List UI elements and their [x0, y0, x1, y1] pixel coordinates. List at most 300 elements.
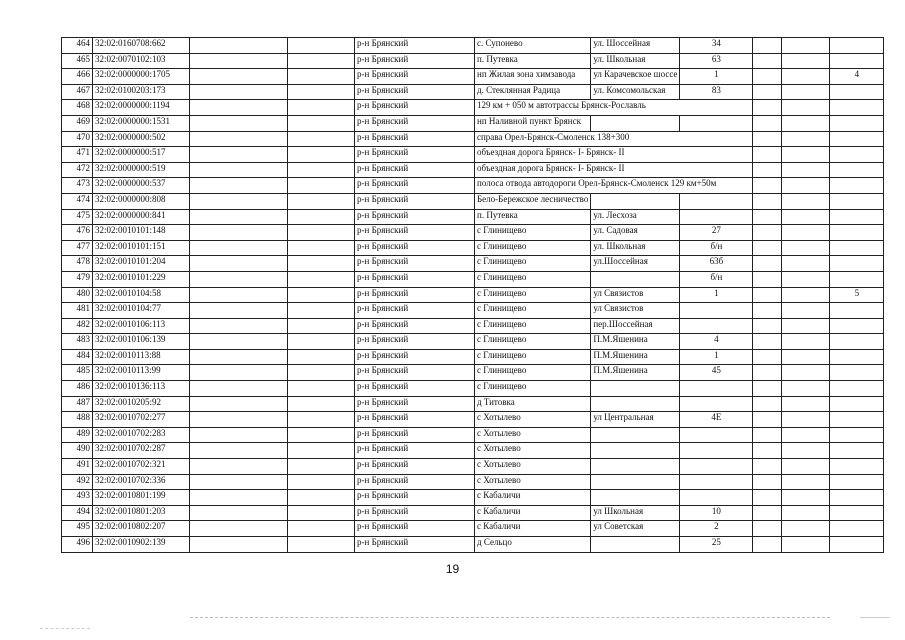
cell-col-11: [830, 334, 884, 350]
cell-col-9: [753, 287, 782, 303]
cell-col-9: [753, 474, 782, 490]
cell-street: [591, 381, 680, 397]
cell-col-11: [830, 225, 884, 241]
table-row: [62, 505, 884, 521]
cell-settlement: Бело-Бережское лесничество: [475, 193, 591, 209]
cell-col-9: [753, 53, 782, 69]
cell-settlement: с Глинищево: [475, 349, 591, 365]
cell-settlement: с Глинищево: [475, 271, 591, 287]
cell-col-9: [753, 381, 782, 397]
cell-col-4: [288, 412, 355, 428]
cell-district: р-н Брянский: [355, 131, 475, 147]
cell-col-10: [782, 427, 830, 443]
cell-house-number: [680, 381, 753, 397]
cell-street: [591, 427, 680, 443]
cell-district: р-н Брянский: [355, 178, 475, 194]
cell-col-4: [288, 537, 355, 553]
cell-col-9: [753, 69, 782, 85]
cell-house-number: [680, 193, 753, 209]
cell-col-3: [190, 365, 288, 381]
cell-col-4: [288, 53, 355, 69]
table-row: [62, 209, 884, 225]
page-number: 19: [445, 562, 460, 576]
cell-col-3: [190, 178, 288, 194]
cell-col-3: [190, 69, 288, 85]
table-row: [62, 490, 884, 506]
cell-col-4: [288, 225, 355, 241]
cell-district: р-н Брянский: [355, 303, 475, 319]
cell-row-number: 475: [62, 209, 93, 225]
cell-cadastral-number: 32:02:0010106:139: [93, 334, 190, 350]
cell-col-4: [288, 287, 355, 303]
cell-col-3: [190, 38, 288, 54]
cell-house-number: [680, 396, 753, 412]
table-row: [62, 521, 884, 537]
cell-settlement: с Глинищево: [475, 287, 591, 303]
cell-cadastral-number: 32:02:0010101:151: [93, 240, 190, 256]
cell-street: [591, 490, 680, 506]
cell-col-4: [288, 84, 355, 100]
cell-col-11: [830, 521, 884, 537]
cell-col-4: [288, 505, 355, 521]
cell-row-number: 492: [62, 474, 93, 490]
cell-district: р-н Брянский: [355, 225, 475, 241]
cell-col-11: [830, 505, 884, 521]
cell-col-10: [782, 147, 830, 163]
cell-row-number: 486: [62, 381, 93, 397]
table-row: [62, 271, 884, 287]
cell-street: ул Школьная: [591, 505, 680, 521]
cell-col-3: [190, 256, 288, 272]
cell-col-9: [753, 365, 782, 381]
cell-street: ул Связистов: [591, 303, 680, 319]
cell-cadastral-number: 32:02:0010902:139: [93, 537, 190, 553]
cell-district: р-н Брянский: [355, 115, 475, 131]
cell-col-10: [782, 53, 830, 69]
cell-house-number: 25: [680, 537, 753, 553]
cell-cadastral-number: 32:02:0010702:336: [93, 474, 190, 490]
cell-col-10: [782, 443, 830, 459]
cell-col-11: [830, 490, 884, 506]
cell-col-10: [782, 303, 830, 319]
cell-district: р-н Брянский: [355, 38, 475, 54]
cell-street: [591, 271, 680, 287]
cell-settlement: с Кабаличи: [475, 490, 591, 506]
cell-district: р-н Брянский: [355, 162, 475, 178]
cell-house-number: 83: [680, 84, 753, 100]
cell-col-10: [782, 459, 830, 475]
cell-col-10: [782, 365, 830, 381]
cell-cadastral-number: 32:02:0010106:113: [93, 318, 190, 334]
cell-col-4: [288, 303, 355, 319]
table-row: [62, 100, 884, 116]
cell-cadastral-number: 32:02:0070102:103: [93, 53, 190, 69]
cell-row-number: 479: [62, 271, 93, 287]
cell-col-10: [782, 69, 830, 85]
cell-house-number: [680, 427, 753, 443]
table-row: [62, 537, 884, 553]
cell-district: р-н Брянский: [355, 443, 475, 459]
cell-col-11: [830, 53, 884, 69]
cell-col-9: [753, 349, 782, 365]
cell-settlement: нп Жилая зона химзавода: [475, 69, 591, 85]
cell-col-10: [782, 318, 830, 334]
cell-district: р-н Брянский: [355, 287, 475, 303]
cell-street: ул. Лесхоза: [591, 209, 680, 225]
property-register-table: [61, 37, 884, 553]
cell-row-number: 467: [62, 84, 93, 100]
cell-col-3: [190, 131, 288, 147]
cell-settlement: объездная дорога Брянск- I- Брянск- II: [475, 162, 753, 178]
cell-house-number: 1: [680, 287, 753, 303]
cell-col-11: [830, 100, 884, 116]
cell-col-10: [782, 131, 830, 147]
cell-col-3: [190, 287, 288, 303]
cell-row-number: 490: [62, 443, 93, 459]
table-row: [62, 38, 884, 54]
cell-settlement: п. Путевка: [475, 209, 591, 225]
cell-col-9: [753, 84, 782, 100]
cell-row-number: 495: [62, 521, 93, 537]
cell-district: р-н Брянский: [355, 521, 475, 537]
cell-col-9: [753, 178, 782, 194]
cell-settlement: с Глинищево: [475, 381, 591, 397]
cell-col-3: [190, 427, 288, 443]
cell-cadastral-number: 32:02:0010101:229: [93, 271, 190, 287]
cell-settlement: с Хотылево: [475, 427, 591, 443]
cell-cadastral-number: 32:02:0000000:1531: [93, 115, 190, 131]
cell-street: ул Центральная: [591, 412, 680, 428]
cell-col-11: [830, 256, 884, 272]
cell-col-3: [190, 396, 288, 412]
table-row: [62, 381, 884, 397]
cell-col-10: [782, 396, 830, 412]
cell-col-11: [830, 443, 884, 459]
cell-settlement: д Сельцо: [475, 537, 591, 553]
cell-house-number: [680, 115, 753, 131]
cell-col-3: [190, 53, 288, 69]
cell-house-number: 2: [680, 521, 753, 537]
table-row: [62, 178, 884, 194]
cell-row-number: 487: [62, 396, 93, 412]
table-row: [62, 193, 884, 209]
cell-col-11: [830, 537, 884, 553]
cell-col-9: [753, 303, 782, 319]
cell-house-number: [680, 474, 753, 490]
cell-house-number: [680, 443, 753, 459]
cell-settlement: нп Наливной пункт Брянск: [475, 115, 591, 131]
cell-col-11: [830, 365, 884, 381]
cell-district: р-н Брянский: [355, 474, 475, 490]
cell-street: ул. Школьная: [591, 53, 680, 69]
cell-house-number: б/н: [680, 240, 753, 256]
cell-col-4: [288, 427, 355, 443]
cell-col-4: [288, 162, 355, 178]
cell-col-3: [190, 225, 288, 241]
cell-col-4: [288, 474, 355, 490]
table-row: [62, 459, 884, 475]
cell-settlement: с Глинищево: [475, 334, 591, 350]
cell-district: р-н Брянский: [355, 147, 475, 163]
cell-col-10: [782, 349, 830, 365]
cell-col-10: [782, 490, 830, 506]
cell-col-4: [288, 115, 355, 131]
cell-settlement: с Кабаличи: [475, 521, 591, 537]
cell-row-number: 481: [62, 303, 93, 319]
cell-cadastral-number: 32:02:0000000:841: [93, 209, 190, 225]
cell-col-4: [288, 38, 355, 54]
cell-col-10: [782, 115, 830, 131]
scan-artifact-line: [40, 628, 90, 630]
cell-district: р-н Брянский: [355, 490, 475, 506]
cell-street: ул Карачевское шоссе: [591, 69, 680, 85]
cell-row-number: 472: [62, 162, 93, 178]
cell-district: р-н Брянский: [355, 381, 475, 397]
cell-col-9: [753, 537, 782, 553]
cell-col-4: [288, 240, 355, 256]
cell-street: [591, 474, 680, 490]
cell-col-10: [782, 271, 830, 287]
cell-col-11: [830, 318, 884, 334]
table-row: [62, 162, 884, 178]
cell-cadastral-number: 32:02:0010101:148: [93, 225, 190, 241]
cell-row-number: 496: [62, 537, 93, 553]
cell-col-3: [190, 162, 288, 178]
cell-col-11: [830, 193, 884, 209]
cell-col-10: [782, 537, 830, 553]
cell-cadastral-number: 32:02:0010104:58: [93, 287, 190, 303]
cell-cadastral-number: 32:02:0000000:517: [93, 147, 190, 163]
table-row: [62, 115, 884, 131]
cell-col-3: [190, 193, 288, 209]
table-row: [62, 303, 884, 319]
cell-house-number: 34: [680, 38, 753, 54]
cell-row-number: 466: [62, 69, 93, 85]
cell-settlement: справа Орел-Брянск-Смоленск 138+300: [475, 131, 753, 147]
cell-col-9: [753, 193, 782, 209]
cell-col-10: [782, 100, 830, 116]
cell-col-9: [753, 505, 782, 521]
cell-district: р-н Брянский: [355, 334, 475, 350]
cell-street: П.М.Яшенина: [591, 349, 680, 365]
cell-col-4: [288, 459, 355, 475]
cell-street: [591, 115, 680, 131]
cell-row-number: 476: [62, 225, 93, 241]
table-row: [62, 287, 884, 303]
cell-col-11: [830, 84, 884, 100]
cell-col-9: [753, 38, 782, 54]
cell-col-11: [830, 396, 884, 412]
cell-col-11: [830, 459, 884, 475]
table-row: [62, 131, 884, 147]
cell-col-11: [830, 412, 884, 428]
cell-street: П.М.Яшенина: [591, 334, 680, 350]
cell-col-3: [190, 115, 288, 131]
cell-cadastral-number: 32:02:0000000:1705: [93, 69, 190, 85]
cell-col-10: [782, 178, 830, 194]
cell-col-10: [782, 240, 830, 256]
cell-settlement: объездная дорога Брянск- I- Брянск- II: [475, 147, 753, 163]
cell-col-10: [782, 474, 830, 490]
cell-col-10: [782, 334, 830, 350]
cell-house-number: [680, 459, 753, 475]
cell-col-10: [782, 287, 830, 303]
cell-col-10: [782, 84, 830, 100]
cell-col-10: [782, 162, 830, 178]
cell-col-9: [753, 271, 782, 287]
cell-col-11: [830, 209, 884, 225]
cell-cadastral-number: 32:02:0010702:287: [93, 443, 190, 459]
cell-settlement: с Хотылево: [475, 443, 591, 459]
cell-col-4: [288, 490, 355, 506]
cell-col-9: [753, 318, 782, 334]
cell-settlement: с Хотылево: [475, 474, 591, 490]
cell-col-11: [830, 38, 884, 54]
cell-cadastral-number: 32:02:0010104:77: [93, 303, 190, 319]
table-row: [62, 53, 884, 69]
cell-street: ул Связистов: [591, 287, 680, 303]
cell-col-4: [288, 147, 355, 163]
cell-col-9: [753, 100, 782, 116]
cell-col-9: [753, 412, 782, 428]
cell-cadastral-number: 32:02:0010136:113: [93, 381, 190, 397]
cell-col-3: [190, 537, 288, 553]
cell-street: П.М.Яшенина: [591, 365, 680, 381]
cell-street: [591, 396, 680, 412]
cell-col-4: [288, 521, 355, 537]
cell-cadastral-number: 32:02:0010702:283: [93, 427, 190, 443]
cell-district: р-н Брянский: [355, 209, 475, 225]
cell-row-number: 471: [62, 147, 93, 163]
cell-house-number: 10: [680, 505, 753, 521]
cell-settlement: с Хотылево: [475, 412, 591, 428]
cell-house-number: 4: [680, 334, 753, 350]
cell-district: р-н Брянский: [355, 505, 475, 521]
cell-col-3: [190, 318, 288, 334]
cell-col-10: [782, 505, 830, 521]
cell-col-11: [830, 115, 884, 131]
table-body: [62, 38, 884, 553]
cell-col-3: [190, 490, 288, 506]
cell-col-9: [753, 115, 782, 131]
cell-settlement: с Глинищево: [475, 256, 591, 272]
cell-cadastral-number: 32:02:0010802:207: [93, 521, 190, 537]
cell-col-3: [190, 443, 288, 459]
cell-row-number: 494: [62, 505, 93, 521]
cell-col-10: [782, 225, 830, 241]
cell-col-4: [288, 318, 355, 334]
cell-settlement: с Кабаличи: [475, 505, 591, 521]
cell-col-4: [288, 271, 355, 287]
table-row: [62, 474, 884, 490]
cell-district: р-н Брянский: [355, 53, 475, 69]
cell-cadastral-number: 32:02:0010702:277: [93, 412, 190, 428]
cell-district: р-н Брянский: [355, 84, 475, 100]
cell-row-number: 465: [62, 53, 93, 69]
cell-col-11: [830, 131, 884, 147]
cell-district: р-н Брянский: [355, 100, 475, 116]
cell-house-number: [680, 209, 753, 225]
cell-settlement: д. Стеклянная Радица: [475, 84, 591, 100]
scan-artifact-line: [860, 617, 890, 619]
cell-house-number: б/н: [680, 271, 753, 287]
cell-district: р-н Брянский: [355, 459, 475, 475]
cell-col-3: [190, 84, 288, 100]
cell-col-4: [288, 69, 355, 85]
table-row: [62, 318, 884, 334]
cell-col-4: [288, 178, 355, 194]
cell-settlement: с. Супонево: [475, 38, 591, 54]
cell-col-3: [190, 459, 288, 475]
cell-col-9: [753, 209, 782, 225]
cell-col-4: [288, 100, 355, 116]
cell-col-3: [190, 100, 288, 116]
cell-cadastral-number: 32:02:0010205:92: [93, 396, 190, 412]
cell-col-9: [753, 396, 782, 412]
cell-col-3: [190, 209, 288, 225]
cell-district: р-н Брянский: [355, 365, 475, 381]
cell-street: пер.Шоссейная: [591, 318, 680, 334]
cell-district: р-н Брянский: [355, 256, 475, 272]
table-row: [62, 225, 884, 241]
cell-col-4: [288, 381, 355, 397]
cell-cadastral-number: 32:02:0000000:1194: [93, 100, 190, 116]
cell-house-number: [680, 490, 753, 506]
cell-cadastral-number: 32:02:0160708:662: [93, 38, 190, 54]
cell-district: р-н Брянский: [355, 412, 475, 428]
cell-col-3: [190, 271, 288, 287]
cell-col-9: [753, 459, 782, 475]
cell-settlement: с Хотылево: [475, 459, 591, 475]
cell-district: р-н Брянский: [355, 69, 475, 85]
cell-col-10: [782, 38, 830, 54]
cell-district: р-н Брянский: [355, 193, 475, 209]
cell-district: р-н Брянский: [355, 537, 475, 553]
cell-row-number: 485: [62, 365, 93, 381]
cell-row-number: 468: [62, 100, 93, 116]
table-row: [62, 334, 884, 350]
cell-col-3: [190, 412, 288, 428]
cell-col-3: [190, 349, 288, 365]
cell-cadastral-number: 32:02:0010801:199: [93, 490, 190, 506]
table-row: [62, 147, 884, 163]
cell-street: ул. Шоссейная: [591, 38, 680, 54]
cell-house-number: [680, 303, 753, 319]
cell-house-number: [680, 318, 753, 334]
cell-house-number: 63: [680, 53, 753, 69]
cell-col-3: [190, 505, 288, 521]
cell-col-10: [782, 193, 830, 209]
cell-house-number: 1: [680, 349, 753, 365]
cell-col-10: [782, 256, 830, 272]
cell-street: [591, 537, 680, 553]
cell-settlement: д Титовка: [475, 396, 591, 412]
cell-col-9: [753, 427, 782, 443]
cell-row-number: 488: [62, 412, 93, 428]
cell-street: ул. Комсомольская: [591, 84, 680, 100]
cell-district: р-н Брянский: [355, 240, 475, 256]
cell-col-3: [190, 474, 288, 490]
cell-col-11: 4: [830, 69, 884, 85]
cell-street: ул. Садовая: [591, 225, 680, 241]
cell-row-number: 474: [62, 193, 93, 209]
cell-cadastral-number: 32:02:0010113:88: [93, 349, 190, 365]
cell-settlement: 129 км + 050 м автотрассы Брянск-Рославль: [475, 100, 753, 116]
cell-district: р-н Брянский: [355, 396, 475, 412]
cell-house-number: 4Е: [680, 412, 753, 428]
cell-row-number: 491: [62, 459, 93, 475]
cell-col-9: [753, 147, 782, 163]
